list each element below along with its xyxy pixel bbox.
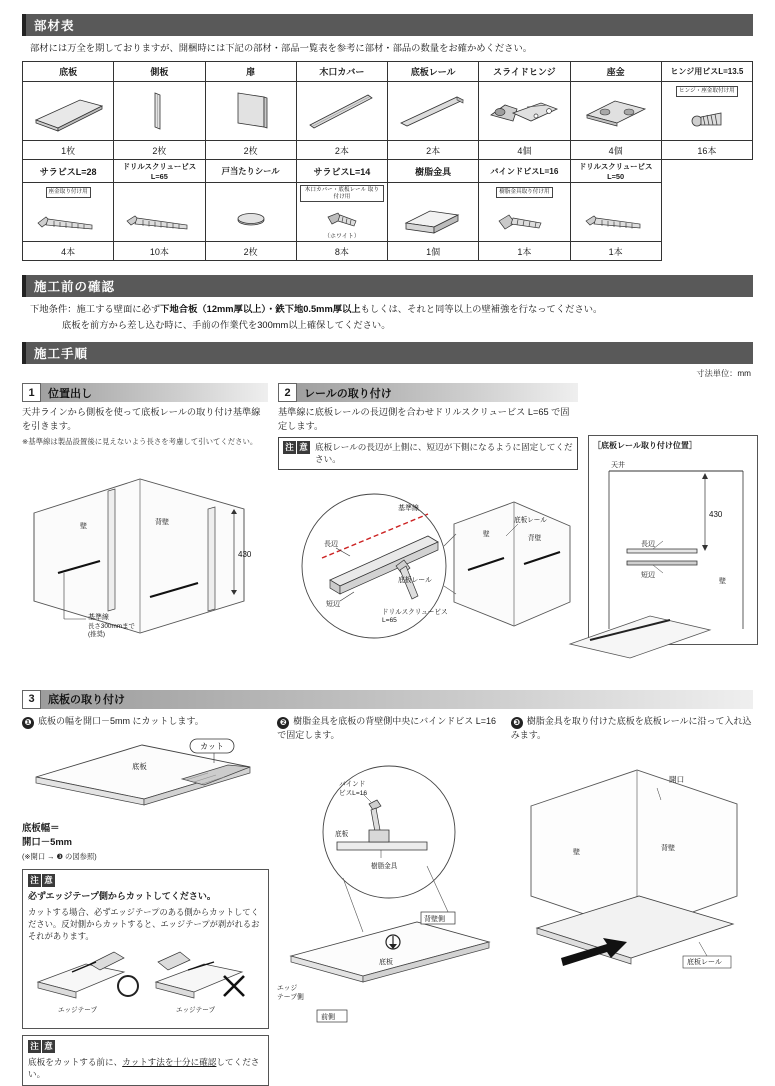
item-number-2: ❷ (277, 717, 289, 729)
svg-text:底板: 底板 (132, 761, 147, 771)
unit-label: 寸法単位：mm (696, 369, 751, 379)
part-image-side-board (114, 82, 205, 141)
step-1-block (22, 383, 268, 664)
step-2-caution (278, 437, 578, 470)
step-2-bar (278, 383, 578, 402)
precheck-line-2: 底板を前方から差し込む時に、手前の作業代を300mm以上確保してください。 (62, 319, 391, 330)
caution-char-2: 意 (297, 441, 310, 454)
step-2-caution-text: 底板レールの長辺が上側に、短辺が下側になるように固定してください。 (315, 442, 573, 465)
svg-text:カット: カット (200, 741, 224, 751)
part-tag: 木口カバー・底板レール 取り付け用 (300, 185, 384, 202)
parts-header-cell: 底板 (23, 62, 114, 82)
section-header-procedure (22, 342, 753, 364)
svg-text:背壁: 背壁 (528, 534, 542, 542)
parts-header-cell: 戸当たりシール (205, 160, 296, 183)
svg-text:ドリルスクリュービス: ドリルスクリュービス (382, 608, 448, 616)
part-qty: 8本 (296, 242, 387, 261)
step-1-number: 1 (22, 383, 41, 402)
parts-header-cell: 底板レール (388, 62, 479, 82)
parts-header-cell: ドリルスクリュービス L=50 (570, 160, 661, 183)
caution-2-c: してください。 (28, 1056, 260, 1080)
parts-row-qty-1 (23, 141, 753, 160)
item-3-label: 樹脂金具を取り付けた底板を底板レールに沿って入れ込みます。 (510, 715, 752, 740)
svg-text:底板: 底板 (379, 958, 394, 966)
part-tag: ヒンジ・座金取付け用 (665, 84, 749, 96)
svg-text:バインド: バインド (339, 780, 366, 788)
svg-text:長さ300mmまで: 長さ300mmまで (88, 623, 135, 631)
step-2-number: 2 (278, 383, 297, 402)
parts-header-cell: 扉 (205, 62, 296, 82)
parts-header-cell: サラビスL=28 (23, 160, 114, 183)
svg-text:壁: 壁 (719, 578, 726, 586)
item-number-1: ❶ (22, 717, 34, 729)
svg-text:テープ側: テープ側 (277, 993, 305, 1001)
part-tag: 座金取り付け用 (26, 185, 110, 197)
part-image-bind-screw-16 (479, 183, 570, 242)
svg-text:430: 430 (709, 510, 723, 520)
part-qty: 2枚 (114, 141, 205, 160)
svg-text:(推奨): (推奨) (88, 631, 106, 639)
step-2-text: 基準線に底板レールの長辺側を合わせドリルスクリュービス L=65 で固定します。 (278, 407, 570, 432)
svg-text:底板: 底板 (335, 830, 349, 838)
step-3-item-2-figure (277, 746, 501, 1046)
parts-row-images-2 (23, 183, 753, 242)
step-3-item-3-text (511, 715, 753, 742)
precheck-line-1 (30, 303, 753, 316)
svg-text:長辺: 長辺 (641, 541, 655, 549)
part-qty: 2本 (296, 141, 387, 160)
parts-header-cell: 木口カバー (296, 62, 387, 82)
part-qty: 4個 (570, 141, 661, 160)
parts-header-cell: 座金 (570, 62, 661, 82)
part-image-slide-hinge (479, 82, 570, 141)
part-image-door (205, 82, 296, 141)
part-image-flat-screw-28 (23, 183, 114, 242)
panel-title: ［底板レール取り付け位置］ (593, 441, 697, 451)
caution-2-a: 底板をカットする前に、 (28, 1056, 123, 1067)
parts-empty-cell (661, 183, 752, 242)
step-1-bar (22, 383, 268, 402)
svg-text:短辺: 短辺 (326, 600, 340, 608)
step-3-item-1 (22, 715, 269, 1086)
step-1-figure (22, 451, 268, 656)
caution-char-2: 意 (42, 874, 55, 887)
caution-char-2: 意 (42, 1040, 55, 1053)
item-2-label: 樹脂金具を底板の背壁側中央にバインドビス L=16 で固定します。 (277, 715, 497, 740)
part-qty: 1枚 (23, 141, 114, 160)
step-3-title: 底板の取り付け (48, 694, 125, 707)
step-2-title: レールの取り付け (304, 387, 392, 400)
step-3-item-1-figure (22, 733, 268, 819)
part-qty: 1個 (388, 242, 479, 261)
caution-icon (28, 1040, 263, 1053)
step-3-formula (22, 821, 269, 863)
svg-text:前側: 前側 (321, 1013, 336, 1021)
precheck-text-c: もしくは、それと同等以上の壁補強を行なってください。 (360, 304, 603, 315)
part-image-drill-screw-50 (570, 183, 661, 242)
formula-b: 開口－5mm (22, 836, 73, 848)
step-3-caution-1 (22, 869, 269, 1029)
parts-row-images-1 (23, 82, 753, 141)
precheck-text-bold: 下地合板（12mm厚以上）・鉄下地0.5mm厚以上 (160, 304, 361, 315)
parts-header-cell: ドリルスクリュービス L=65 (114, 160, 205, 183)
parts-row-qty-2 (23, 242, 753, 261)
part-image-door-seal (205, 183, 296, 242)
section-header-parts (22, 14, 753, 36)
parts-row-headers-1 (23, 62, 753, 82)
parts-header-cell: ヒンジ用ビスL=13.5 (661, 62, 752, 82)
svg-text:底板レール: 底板レール (398, 576, 432, 584)
svg-text:エッジテープ: エッジテープ (176, 1006, 216, 1014)
item-1-label: 底板の幅を開口－5mm にカットします。 (38, 715, 204, 726)
svg-text:天井: 天井 (611, 462, 625, 470)
part-qty: 10本 (114, 242, 205, 261)
caution-char-1: 注 (28, 1040, 41, 1053)
part-image-flat-screw-14 (296, 183, 387, 242)
step-2-figure (278, 474, 578, 664)
part-tag: 樹脂金具取り付け用 (421, 185, 627, 197)
step-2-extra-figure (560, 600, 775, 666)
part-qty: 2枚 (205, 141, 296, 160)
parts-empty-cell (661, 242, 752, 261)
part-image-washer-plate (570, 82, 661, 141)
step-3-caution-2 (22, 1035, 269, 1086)
step-3-item-2 (277, 715, 502, 1086)
part-qty: 4本 (23, 242, 114, 261)
svg-text:エッジ: エッジ (277, 984, 298, 992)
parts-empty-cell (661, 160, 752, 183)
caution-1-body: カットする場合、必ずエッジテープのある側からカットしてください。反対側からカットすると、エッジテープが剥がれるおそれがあります。 (28, 906, 260, 941)
svg-text:ビスL=16: ビスL=16 (339, 789, 368, 797)
formula-a: 底板幅＝ (22, 821, 60, 833)
svg-text:樹脂金具: 樹脂金具 (371, 862, 398, 870)
parts-header-cell: スライドヒンジ (479, 62, 570, 82)
item-number-3: ❸ (511, 717, 523, 729)
step-1-title: 位置出し (48, 387, 92, 400)
part-qty: 2本 (388, 141, 479, 160)
section-header-precheck (22, 275, 753, 297)
svg-text:底板レール: 底板レール (514, 516, 547, 524)
caution-1-head: 必ずエッジテープ側からカットしてください。 (28, 891, 216, 902)
step-3-item-3-figure (511, 746, 751, 996)
caution-icon (28, 874, 263, 887)
step-3-item-3 (511, 715, 753, 1086)
part-qty: 1本 (570, 242, 661, 261)
parts-header-cell: サラビスL=14 (296, 160, 387, 183)
step-2-block (278, 383, 578, 664)
part-image-bottom-rail (388, 82, 479, 141)
svg-text:L=65: L=65 (382, 616, 397, 624)
caution-2-b: カットす法を十分に確認 (122, 1056, 217, 1067)
caution-1-figure (28, 944, 260, 1024)
section-title-parts: 部材表 (34, 19, 75, 33)
svg-text:壁: 壁 (80, 523, 87, 531)
svg-text:開口: 開口 (668, 774, 684, 784)
svg-text:底板レール: 底板レール (686, 958, 722, 966)
step-3-item-2-text (277, 715, 502, 742)
svg-text:背壁側: 背壁側 (424, 915, 446, 923)
parts-table (22, 61, 753, 261)
svg-text:基準線: 基準線 (88, 614, 109, 622)
part-qty: 1本 (479, 242, 570, 261)
part-image-bottom-board (23, 82, 114, 141)
part-image-drill-screw-65 (114, 183, 205, 242)
caution-icon (283, 441, 310, 454)
svg-text:壁: 壁 (483, 530, 490, 538)
step-3-item-1-text (22, 715, 269, 729)
step-3-number: 3 (22, 690, 41, 709)
svg-text:エッジテープ: エッジテープ (58, 1006, 98, 1014)
step-1-text: 天井ラインから側板を使って底板レールの取り付け基準線を引きます。 (22, 407, 261, 432)
svg-text:壁: 壁 (572, 848, 580, 856)
svg-text:430: 430 (238, 550, 252, 560)
precheck-text-a: 下地条件：施工する壁面に必ず (30, 304, 161, 315)
formula-note: (※開口 → ❸ の図参照) (22, 852, 97, 862)
section-title-precheck: 施工前の確認 (34, 280, 116, 295)
svg-text:背壁: 背壁 (660, 844, 675, 852)
section-title-procedure: 施工手順 (34, 347, 89, 362)
part-qty: 4個 (479, 141, 570, 160)
caution-char-1: 注 (28, 874, 41, 887)
parts-header-cell: 側板 (114, 62, 205, 82)
part-qty: 16本 (661, 141, 752, 160)
svg-text:長辺: 長辺 (324, 540, 338, 548)
caution-2-text (28, 1056, 263, 1081)
parts-header-cell: バインドビスL=16 (479, 160, 570, 183)
parts-header-cell: 樹脂金具 (388, 160, 479, 183)
svg-text:背壁: 背壁 (155, 519, 169, 527)
part-image-edge-cover (296, 82, 387, 141)
step-1-subtext: ※基準線は製品設置後に見えないよう長さを考慮して引いてください。 (22, 437, 258, 446)
parts-note: 部材には万全を期しておりますが、開梱時には下記の部材・部品一覧表を参考に部材・部品の数量をお確かめください。 (30, 43, 533, 53)
parts-row-headers-2 (23, 160, 753, 183)
part-subtag: （ホワイト） (323, 234, 360, 241)
caution-char-1: 注 (283, 441, 296, 454)
part-image-hinge-screw (661, 82, 752, 141)
svg-text:短辺: 短辺 (641, 572, 655, 580)
step-3-items (22, 715, 753, 1086)
part-qty: 2枚 (205, 242, 296, 261)
step-3-bar (22, 690, 753, 709)
svg-text:基準線: 基準線 (398, 504, 419, 512)
